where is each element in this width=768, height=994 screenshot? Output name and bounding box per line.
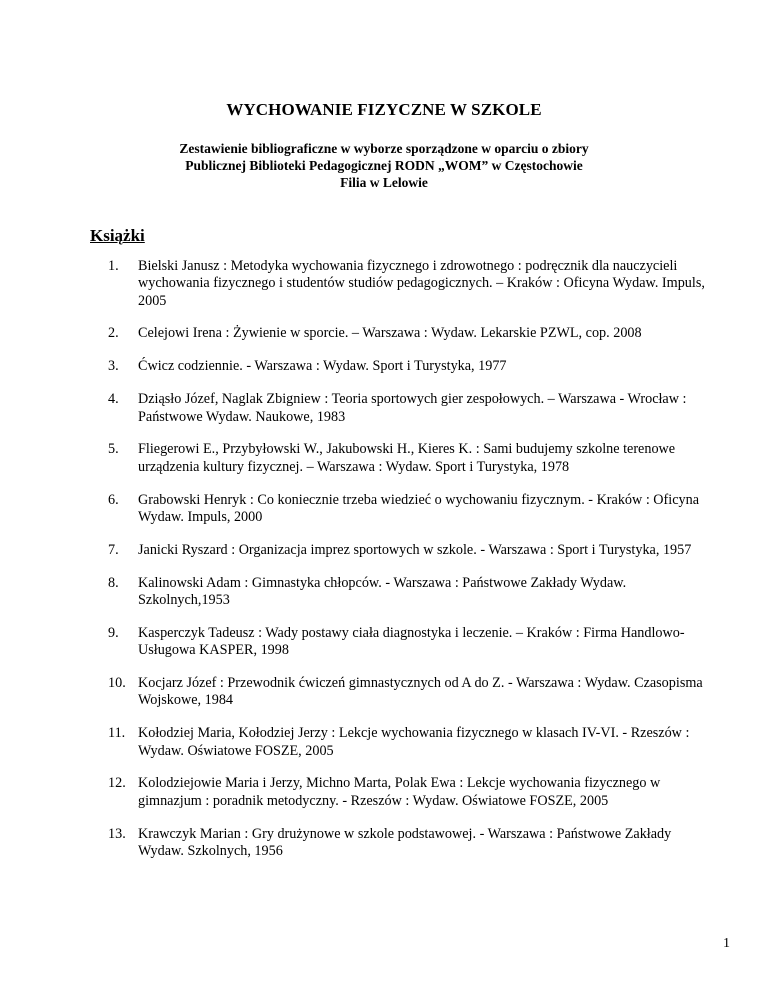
- entry-number: 6.: [108, 491, 119, 508]
- entry-number: 2.: [108, 325, 119, 342]
- entry-number: 9.: [108, 624, 119, 641]
- bibliography-entry: [108, 542, 708, 559]
- bibliography-entry: [108, 775, 708, 810]
- bibliography-entry: [108, 725, 708, 760]
- bibliography-entry: [108, 258, 708, 310]
- entry-number: 11.: [108, 725, 126, 742]
- entry-text: Kalinowski Adam : Gimnastyka chłopców. - Warszawa : Państwowe Zakłady Wydaw. Szkolnych,1953: [138, 574, 627, 609]
- bibliography-entry: [108, 575, 708, 610]
- entry-text: Kolodziejowie Maria i Jerzy, Michno Marta, Polak Ewa : Lekcje wychowania fizycznego w gimnazjum : poradnik metodyczny. - Rzeszów : Wydaw. Oświatowe FOSZE, 2005: [138, 775, 661, 809]
- entry-number: 5.: [108, 441, 119, 458]
- entry-number: 7.: [108, 541, 119, 558]
- entry-number: 10.: [108, 675, 126, 692]
- entry-text: Grabowski Henryk : Co koniecznie trzeba wiedzieć o wychowaniu fizycznym. - Kraków : Oficyna Wydaw. Impuls, 2000: [138, 491, 699, 525]
- entry-text: Krawczyk Marian : Gry drużynowe w szkole podstawowej. - Warszawa : Państwowe Zakłady Wydaw. Szkolnych, 1956: [138, 825, 672, 859]
- entry-text: Ćwicz codziennie. - Warszawa : Wydaw. Sport i Turystyka, 1977: [138, 358, 507, 375]
- entry-text: Celejowi Irena : Żywienie w sporcie. – Warszawa : Wydaw. Lekarskie PZWL, cop. 2008: [138, 325, 642, 342]
- bibliography-entry: [108, 492, 708, 527]
- document-title: WYCHOWANIE FIZYCZNE W SZKOLE: [226, 100, 542, 119]
- entry-number: 1.: [108, 258, 119, 274]
- bibliography-entry: [108, 625, 708, 660]
- entry-text: Bielski Janusz : Metodyka wychowania fizycznego i zdrowotnego : podręcznik dla nauczycieli wychowania fizycznego i studentów studiów pedagogicznych. – Kraków : Oficyna Wydaw. Impuls, 2005: [138, 258, 705, 309]
- bibliography-entry: [108, 325, 708, 342]
- entry-text: Kocjarz Józef : Przewodnik ćwiczeń gimnastycznych od A do Z. - Warszawa : Wydaw. Czasopisma Wojskowe, 1984: [138, 675, 703, 709]
- bibliography-entry: [108, 441, 708, 476]
- page-number: 1: [723, 936, 730, 951]
- entry-text: Janicki Ryszard : Organizacja imprez sportowych w szkole. - Warszawa : Sport i Turystyka, 1957: [138, 541, 692, 558]
- entry-text: Kasperczyk Tadeusz : Wady postawy ciała diagnostyka i leczenie. – Kraków : Firma Handlowo-Usługowa KASPER, 1998: [138, 624, 685, 659]
- bibliography-entry: [108, 391, 708, 426]
- entry-text: Kołodziej Maria, Kołodziej Jerzy : Lekcje wychowania fizycznego w klasach IV-VI. - Rzeszów : Wydaw. Oświatowe FOSZE, 2005: [138, 725, 690, 759]
- subtitle-line: Filia w Lelowie: [340, 175, 428, 190]
- entry-number: 13.: [108, 825, 126, 842]
- document-subtitle: [0, 140, 768, 191]
- bibliography-list: [108, 258, 708, 876]
- entry-number: 12.: [108, 775, 126, 792]
- entry-number: 8.: [108, 574, 119, 591]
- bibliography-entry: [108, 675, 708, 710]
- entry-text: Fliegerowi E., Przybyłowski W., Jakubowski H., Kieres K. : Sami budujemy szkolne terenowe urządzenia kultury fizycznej. – Warszawa : Wydaw. Sport i Turystyka, 1978: [138, 441, 676, 475]
- entry-number: 3.: [108, 358, 119, 375]
- section-heading-books: Książki: [90, 226, 145, 245]
- subtitle-line: Publicznej Biblioteki Pedagogicznej RODN „WOM” w Częstochowie: [185, 158, 583, 173]
- bibliography-entry: [108, 826, 708, 861]
- bibliography-entry: [108, 358, 708, 375]
- entry-number: 4.: [108, 391, 119, 408]
- entry-text: Dziąsło Józef, Naglak Zbigniew : Teoria sportowych gier zespołowych. – Warszawa - Wrocław : Państwowe Wydaw. Naukowe, 1983: [138, 391, 687, 425]
- subtitle-line: Zestawienie bibliograficzne w wyborze sporządzone w oparciu o zbiory: [179, 141, 589, 156]
